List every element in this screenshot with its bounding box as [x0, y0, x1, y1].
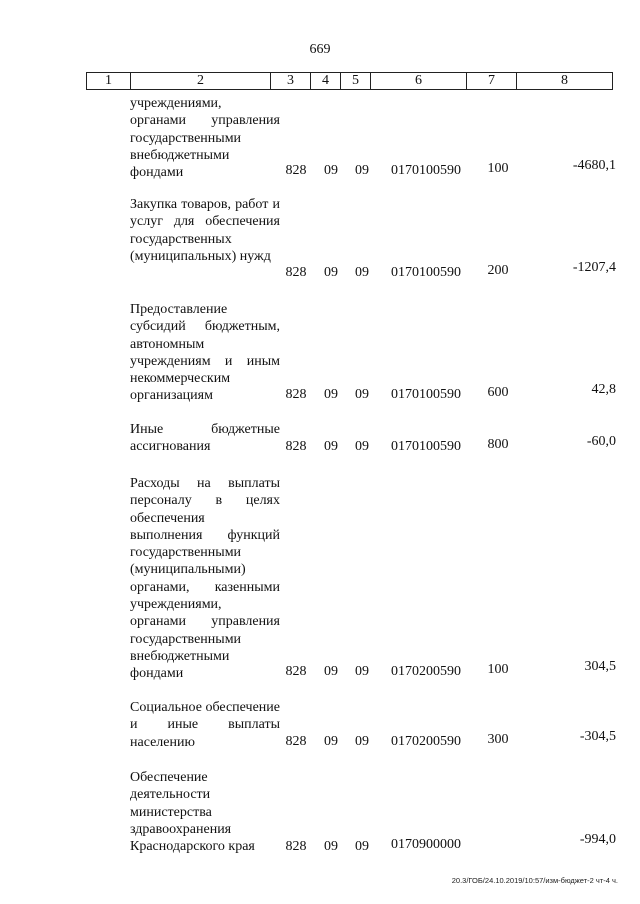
row-subsection: 09	[355, 734, 369, 749]
row-target: 0170200590	[391, 664, 461, 679]
row-section: 09	[324, 734, 338, 749]
row-section: 09	[324, 265, 338, 280]
row-amount: -994,0	[579, 832, 616, 847]
row-description: Расходы на выплаты персоналу в целях обеспечения выполнения функций государственными (муниципальными) органами, казенными учреждениями, органами управления государственными внебюджетными фондами	[130, 476, 280, 682]
row-amount: -1207,4	[572, 260, 616, 275]
row-amount: 42,8	[591, 382, 616, 397]
row-description: Иные бюджетные ассигнования	[130, 422, 280, 455]
row-target: 0170200590	[391, 734, 461, 749]
row-section: 09	[324, 439, 338, 454]
row-code: 828	[285, 387, 307, 402]
row-section: 09	[324, 163, 338, 178]
row-amount: -60,0	[586, 434, 616, 449]
header-col-8: 8	[517, 73, 613, 90]
header-col-4: 4	[311, 73, 341, 90]
row-code: 828	[285, 839, 307, 854]
row-target: 0170100590	[391, 163, 461, 178]
header-col-2: 2	[131, 73, 271, 90]
row-code: 828	[285, 163, 307, 178]
row-subsection: 09	[355, 163, 369, 178]
row-amount: 304,5	[584, 659, 616, 674]
row-code: 828	[285, 439, 307, 454]
row-vtype: 100	[487, 161, 509, 176]
row-vtype: 600	[487, 385, 509, 400]
header-col-7: 7	[467, 73, 517, 90]
row-description: Предоставление субсидий бюджетным, автономным учреждениям и иным некоммерческим организациям	[130, 302, 280, 404]
row-target: 0170100590	[391, 439, 461, 454]
row-subsection: 09	[355, 664, 369, 679]
column-number-header	[86, 72, 613, 90]
header-col-6: 6	[371, 73, 467, 90]
page-number: 669	[309, 42, 331, 57]
row-amount: -4680,1	[572, 158, 616, 173]
row-description: учреждениями, органами управления государственными внебюджетными фондами	[130, 96, 280, 181]
row-section: 09	[324, 839, 338, 854]
row-amount: -304,5	[579, 729, 616, 744]
row-description: Обеспечение деятельности министерства здравоохранения Краснодарского края	[130, 770, 255, 855]
row-subsection: 09	[355, 439, 369, 454]
row-section: 09	[324, 664, 338, 679]
row-code: 828	[285, 265, 307, 280]
row-subsection: 09	[355, 387, 369, 402]
row-vtype: 800	[487, 437, 509, 452]
footer-note: 20.3/ГОБ/24.10.2019/10:57/изм-бюджет-2 чт-4 ч.	[451, 876, 618, 885]
row-description: Закупка товаров, работ и услуг для обеспечения государственных (муниципальных) нужд	[130, 197, 280, 264]
row-code: 828	[285, 664, 307, 679]
row-subsection: 09	[355, 839, 369, 854]
row-description: Социальное обеспечение и иные выплаты населению	[130, 700, 280, 750]
row-section: 09	[324, 387, 338, 402]
header-col-5: 5	[341, 73, 371, 90]
row-code: 828	[285, 734, 307, 749]
row-subsection: 09	[355, 265, 369, 280]
row-vtype: 100	[487, 662, 509, 677]
row-target: 0170900000	[391, 837, 461, 852]
row-target: 0170100590	[391, 265, 461, 280]
row-target: 0170100590	[391, 387, 461, 402]
row-vtype: 300	[487, 732, 509, 747]
header-col-3: 3	[271, 73, 311, 90]
row-vtype: 200	[487, 263, 509, 278]
header-col-1: 1	[87, 73, 131, 90]
